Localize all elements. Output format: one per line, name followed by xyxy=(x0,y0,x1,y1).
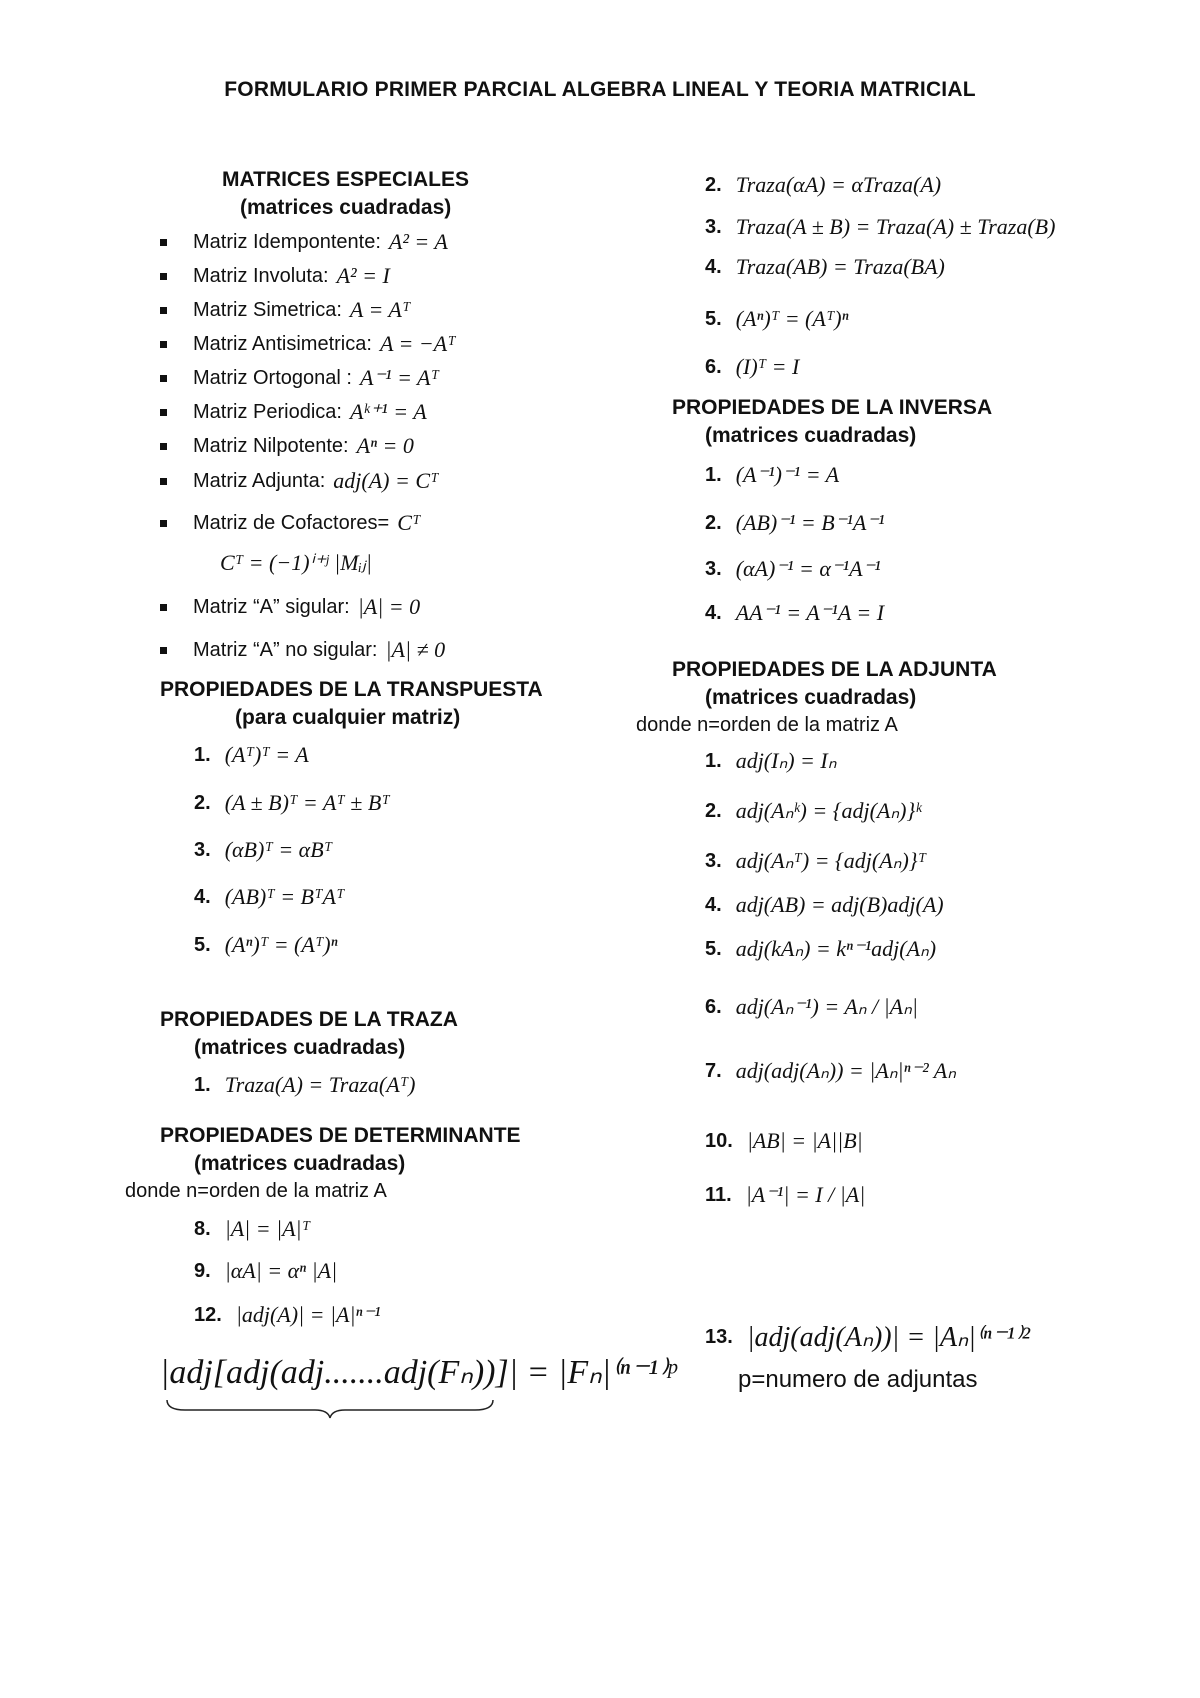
determinante-heading: PROPIEDADES DE DETERMINANTE xyxy=(160,1124,521,1147)
traza-sub: (matrices cuadradas) xyxy=(194,1036,406,1059)
determinante-note: donde n=orden de la matriz A xyxy=(125,1180,387,1202)
adjunta-note: donde n=orden de la matriz A xyxy=(636,714,898,736)
page-title: FORMULARIO PRIMER PARCIAL ALGEBRA LINEAL Y TEORIA MATRICIAL xyxy=(224,78,976,101)
inversa-item: 2. (AB)⁻¹ = B⁻¹A⁻¹ xyxy=(705,510,885,535)
bullet-icon xyxy=(160,307,167,314)
inversa-item: 3. (αA)⁻¹ = α⁻¹A⁻¹ xyxy=(705,556,881,581)
especiales-item: Matriz Adjunta: adj(A) = Cᵀ xyxy=(160,468,439,494)
especiales-item: Matriz “A” sigular: |A| = 0 xyxy=(160,594,420,620)
adjunta-iterada-formula: |adj[adj(adj.......adj(Fₙ))]| = |Fₙ|⁽ⁿ⁻¹⁾ᵖ xyxy=(160,1354,677,1391)
determinante-item: 8. |A| = |A|ᵀ xyxy=(194,1216,311,1241)
bullet-icon xyxy=(160,409,167,416)
adjunta-item: 7. adj(adj(Aₙ)) = |Aₙ|ⁿ⁻² Aₙ xyxy=(705,1058,957,1083)
bullet-icon xyxy=(160,375,167,382)
especiales-item: Matriz Idempontente: A² = A xyxy=(160,229,448,255)
bullet-icon xyxy=(160,478,167,485)
traza-item: 6. (I)ᵀ = I xyxy=(705,354,800,379)
bullet-icon xyxy=(160,647,167,654)
adjunta-sub: (matrices cuadradas) xyxy=(705,686,917,709)
transpuesta-item: 4. (AB)ᵀ = BᵀAᵀ xyxy=(194,884,345,909)
traza-item: 3. Traza(A ± B) = Traza(A) ± Traza(B) xyxy=(705,214,1056,239)
especiales-item: Matriz Involuta: A² = I xyxy=(160,263,390,289)
especiales-item: Matriz Simetrica: A = Aᵀ xyxy=(160,297,410,323)
bullet-icon xyxy=(160,443,167,450)
traza-heading: PROPIEDADES DE LA TRAZA xyxy=(160,1008,458,1031)
especiales-item: Matriz Nilpotente: Aⁿ = 0 xyxy=(160,433,414,459)
determinante-item: 13. |adj(adj(Aₙ))| = |Aₙ|⁽ⁿ⁻¹⁾² xyxy=(705,1322,1031,1353)
bullet-icon xyxy=(160,604,167,611)
bullet-icon xyxy=(160,341,167,348)
especiales-item: Matriz de Cofactores= Cᵀ xyxy=(160,510,420,536)
traza-item: 2. Traza(αA) = αTraza(A) xyxy=(705,172,942,197)
transpuesta-item: 2. (A ± B)ᵀ = Aᵀ ± Bᵀ xyxy=(194,790,390,815)
transpuesta-sub: (para cualquier matriz) xyxy=(235,706,461,729)
adjunta-heading: PROPIEDADES DE LA ADJUNTA xyxy=(672,658,997,681)
inversa-sub: (matrices cuadradas) xyxy=(705,424,917,447)
inversa-item: 1. (A⁻¹)⁻¹ = A xyxy=(705,462,840,487)
adjunta-item: 4. adj(AB) = adj(B)adj(A) xyxy=(705,892,944,917)
determinante-sub: (matrices cuadradas) xyxy=(194,1152,406,1175)
especiales-item: Matriz “A” no sigular: |A| ≠ 0 xyxy=(160,637,445,663)
inversa-item: 4. AA⁻¹ = A⁻¹A = I xyxy=(705,600,885,625)
especiales-item: Matriz Periodica: Aᵏ⁺¹ = A xyxy=(160,399,427,425)
bullet-icon xyxy=(160,239,167,246)
adjunta-item: 1. adj(Iₙ) = Iₙ xyxy=(705,748,837,773)
traza-item: 4. Traza(AB) = Traza(BA) xyxy=(705,254,945,279)
underbrace-icon xyxy=(165,1398,495,1420)
adjunta-item: 5. adj(kAₙ) = kⁿ⁻¹adj(Aₙ) xyxy=(705,936,937,961)
bullet-icon xyxy=(160,273,167,280)
inversa-heading: PROPIEDADES DE LA INVERSA xyxy=(672,396,993,419)
determinante-item: 9. |αA| = αⁿ |A| xyxy=(194,1258,338,1283)
traza-item: 1. Traza(A) = Traza(Aᵀ) xyxy=(194,1072,416,1097)
especiales-item: Matriz Antisimetrica: A = −Aᵀ xyxy=(160,331,456,357)
adjunta-item: 3. adj(Aₙᵀ) = {adj(Aₙ)}ᵀ xyxy=(705,848,927,873)
p-note: p=numero de adjuntas xyxy=(738,1366,978,1393)
cofactor-formula: Cᵀ = (−1)ⁱ⁺ʲ |Mᵢⱼ| xyxy=(220,550,372,575)
determinante-item: 10. |AB| = |A||B| xyxy=(705,1128,863,1153)
especiales-heading: MATRICES ESPECIALES xyxy=(222,168,469,191)
bullet-icon xyxy=(160,520,167,527)
especiales-sub: (matrices cuadradas) xyxy=(240,196,452,219)
transpuesta-item: 3. (αB)ᵀ = αBᵀ xyxy=(194,837,333,862)
determinante-item: 11. |A⁻¹| = I / |A| xyxy=(705,1182,866,1207)
adjunta-item: 2. adj(Aₙᵏ) = {adj(Aₙ)}ᵏ xyxy=(705,798,922,823)
adjunta-item: 6. adj(Aₙ⁻¹) = Aₙ / |Aₙ| xyxy=(705,994,918,1019)
transpuesta-item: 5. (Aⁿ)ᵀ = (Aᵀ)ⁿ xyxy=(194,932,338,957)
especiales-item: Matriz Ortogonal : A⁻¹ = Aᵀ xyxy=(160,365,439,391)
determinante-item: 12. |adj(A)| = |A|ⁿ⁻¹ xyxy=(194,1302,381,1327)
transpuesta-item: 1. (Aᵀ)ᵀ = A xyxy=(194,742,309,767)
traza-item: 5. (Aⁿ)ᵀ = (Aᵀ)ⁿ xyxy=(705,306,849,331)
transpuesta-heading: PROPIEDADES DE LA TRANSPUESTA xyxy=(160,678,543,701)
